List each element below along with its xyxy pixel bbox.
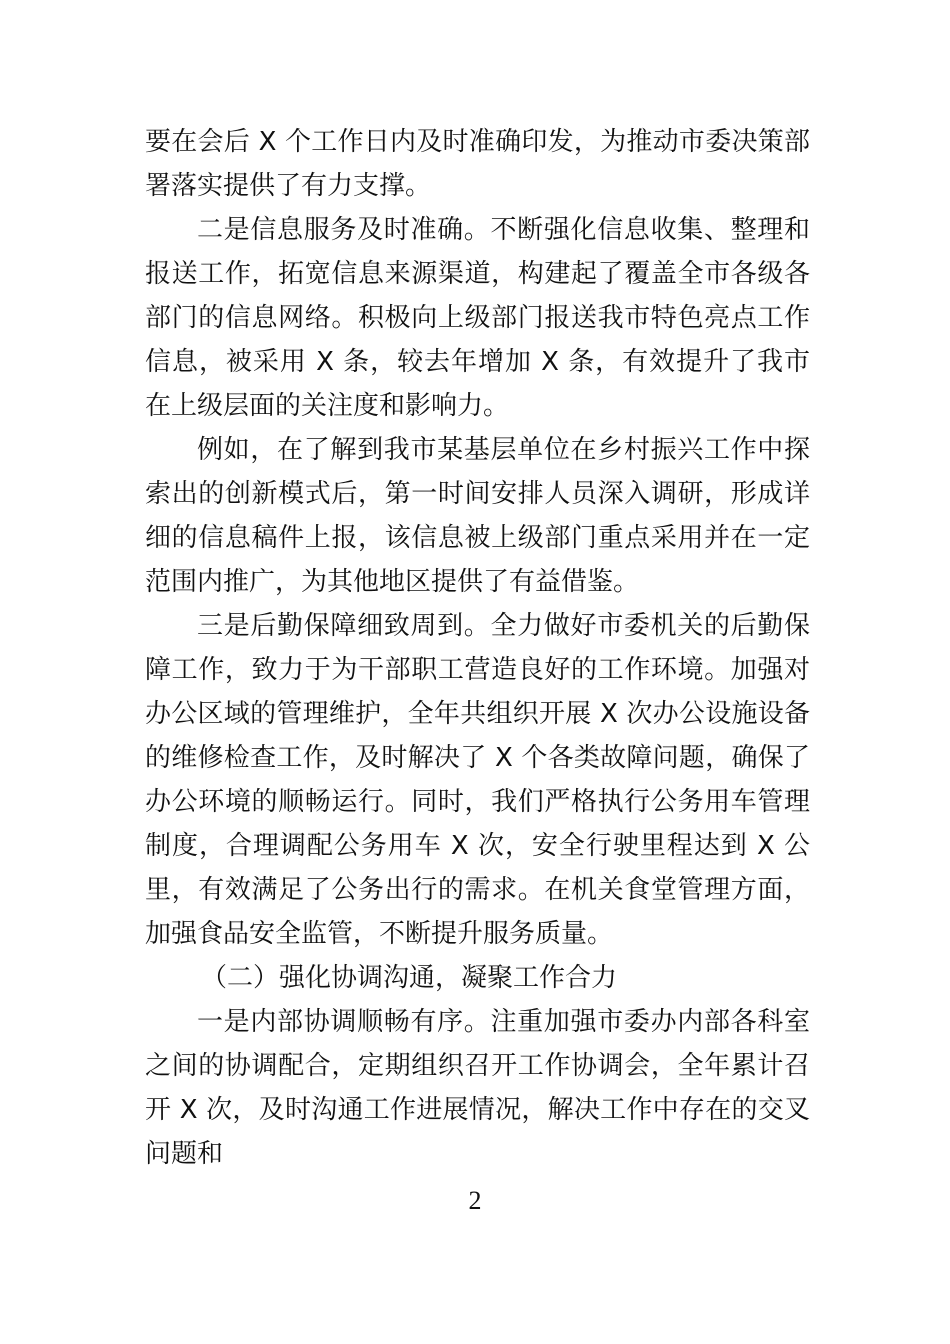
section-heading-coordination: （二）强化协调沟通，凝聚工作合力 <box>201 963 618 993</box>
paragraph-continuation: 要在会后 X 个工作日内及时准确印发，为推动市委决策部署落实提供了有力支撑。 <box>145 127 810 201</box>
paragraph-example: 例如，在了解到我市某基层单位在乡村振兴工作中探索出的创新模式后，第一时间安排人员深入调研，形成详细的信息稿件上报，该信息被上级部门重点采用并在一定范围内推广，为其他地区提供了有益借鉴。 <box>145 435 810 597</box>
paragraph-internal-coordination: 一是内部协调顺畅有序。注重加强市委办内部各科室之间的协调配合，定期组织召开工作协调会，全年累计召开 X 次，及时沟通工作进展情况，解决工作中存在的交叉问题和 <box>145 1007 810 1169</box>
document-body <box>145 120 810 1176</box>
paragraph-logistics: 三是后勤保障细致周到。全力做好市委机关的后勤保障工作，致力于为干部职工营造良好的工作环境。加强对办公区域的管理维护，全年共组织开展 X 次办公设施设备的维修检查工作，及时解决了 X 个各类故障问题，确保了办公环境的顺畅运行。同时，我们严格执行公务用车管理制度，合理调配公务用车 X 次，安全行驶里程达到 X 公里，有效满足了公务出行的需求。在机关食堂管理方面，加强食品安全监管，不断提升服务质量。 <box>145 611 810 949</box>
paragraph-information-service: 二是信息服务及时准确。不断强化信息收集、整理和报送工作，拓宽信息来源渠道，构建起了覆盖全市各级各部门的信息网络。积极向上级部门报送我市特色亮点工作信息，被采用 X 条，较去年增加 X 条，有效提升了我市在上级层面的关注度和影响力。 <box>145 215 810 421</box>
page-number: 2 <box>468 1186 482 1215</box>
